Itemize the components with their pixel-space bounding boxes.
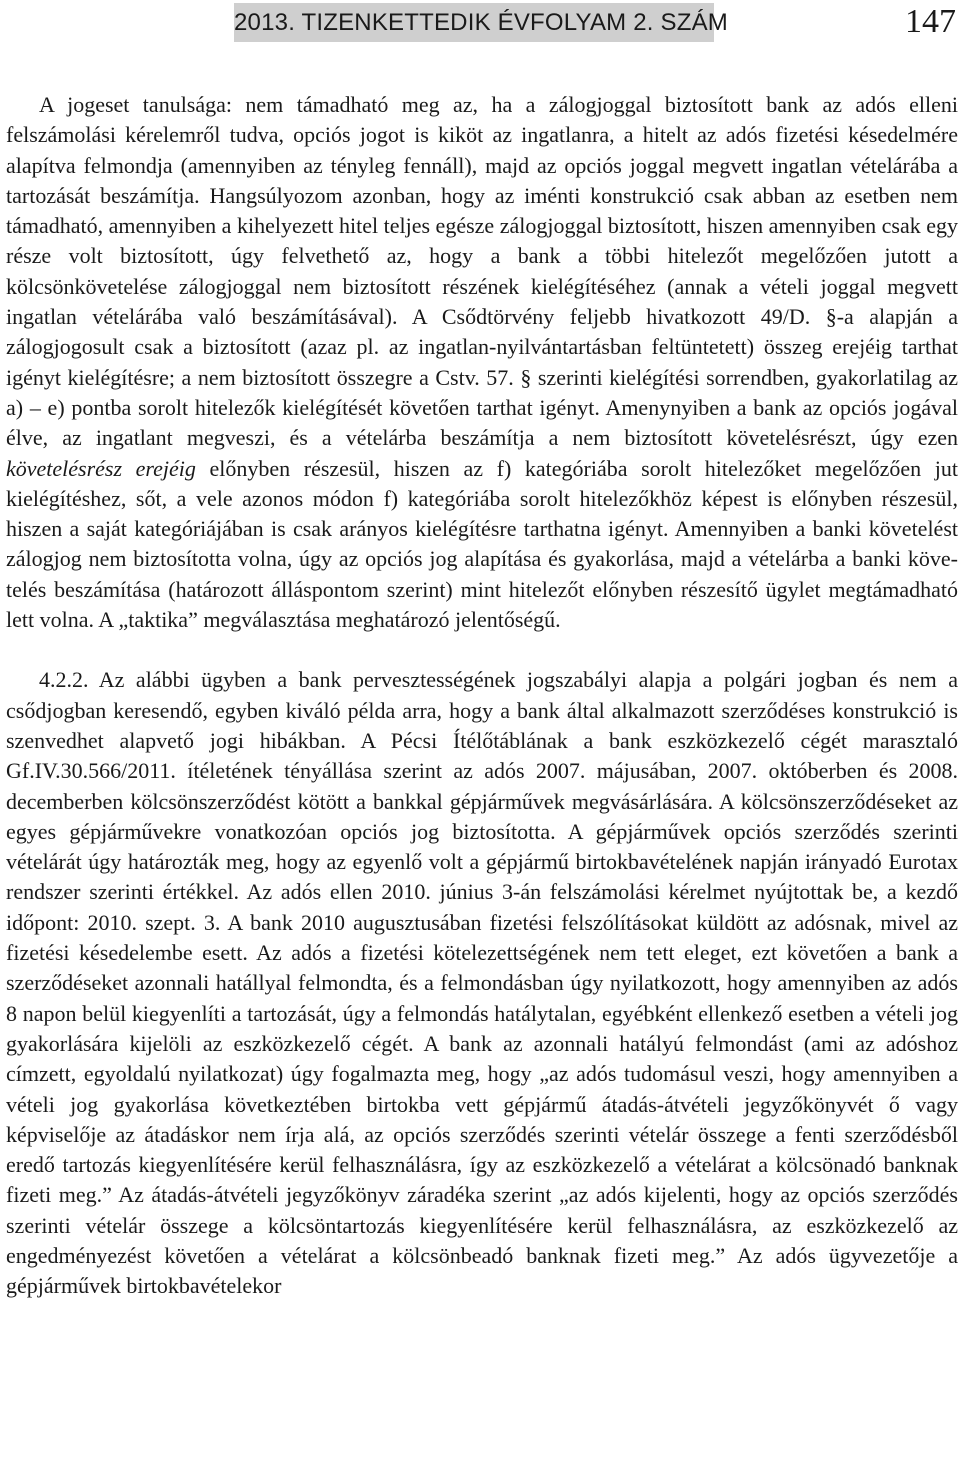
body-text xyxy=(6,90,958,1302)
paragraph-1-emphasis: követelésrész erejéig xyxy=(6,455,196,481)
paragraph-1-text: A jogeset tanulsága: nem támadható meg az, ha a zálogjoggal biztosított bank az adós elleni felszámolási kérelemről tudva, opciós jogot is kiköt az ingatlanra, a hitelt az adós fizetési késedelmére alapítva felmondja (amennyiben az tényleg fennáll), majd az opciós joggal megvett ingatlan vételárába a tartozását beszámítja. Hangsúlyozom azonban, hogy az iménti konstrukció csak abban az esetben nem támadható, amennyiben a kihelyezett hitel teljes egésze zálogjoggal biztosított, hiszen amennyiben csak egy része volt biztosított, úgy felvethető az, hogy a bank a többi hitelezőt megelőzően jutott a kölcsönkövetelése zálogjoggal nem biztosított részének kielégítéséhez (annak a vételi joggal megvett ingatlan vételárába való beszámításával). A Csődtörvény feljebb hivatkozott 49/D. §-a alapján a zálogjogosult csak a biztosított (azaz pl. az ingatlan-nyilvántartásban feltüntetett) összeg erejéig tarthat igényt kielégítésre; a nem biztosított összegre a Cstv. 57. § szerinti kielégítési sorrendben, gyakorlatilag az a) – e) pontba sorolt hitelezők kielégítését követően tarthat igényt. Amenynyiben a bank az opciós jogával élve, az ingatlant megveszi, és a vételárba beszámítja a nem biztosított követelésrészt, úgy ezen xyxy=(6,92,958,451)
paragraph-2: 4.2.2. Az alábbi ügyben a bank pervesztességének jogszabályi alapja a polgári jogban és nem a csődjogban keresendő, egyben kiváló példa arra, hogy a bank által alkalmazott szerződéses konstrukció is szenvedhet alapvető jogi hibákban. A Pécsi Ítélőtáblának a bank eszközkezelő cégét marasztaló Gf.IV.30.566/2011. ítéletének tényállása szerint az adós 2007. májusában, 2007. októberben és 2008. decemberben kölcsönszerződést kötött a bankkal gépjárművek megvásárlására. A kölcsönszerződéseket az egyes gépjárművekre vonatkozóan opciós jog biztosította. A gépjárművek opciós szerződés szerinti vételárát úgy határozták meg, hogy az egyenlő volt a gépjármű birtokbavételének napján irányadó Eurotax rendszer szerinti értékkel. Az adós ellen 2010. június 3-án felszámolási kérelmet nyújtottak be, a kezdő időpont: 2010. szept. 3. A bank 2010 augusztusában fizetési felszólításokat küldött az adósnak, mivel az fizetési késedelembe esett. Az adós a fizetési kötelezettségének nem tett eleget, ezt követően a bank a szerződéseket azonnali hatállyal felmondta, és a felmondásban úgy nyilatkozott, hogy amennyiben az adós 8 napon belül kiegyenlíti a tartozását, úgy a felmondás hatálytalan, egyébként ellenkező esetben a vételi jog gyakorlására kijelöli az eszközkezelő cégét. A bank az azonnali hatályú felmondást (ami az adóshoz címzett, egyoldalú nyilatkozat) úgy fogalmazta meg, hogy „az adós tudomásul veszi, hogy amennyiben a vételi jog gyakorlása következtében birtokba vett gépjármű átadás-átvételi jegyzőkönyvét ő vagy képviselője az átadáskor nem írja alá, az opciós szerződés szerinti vételár összege a fenti szerződésből eredő tartozás kiegyenlítésére kerül felhasználásra, így az eszközkezelő a vételárat a kölcsönadó banknak fizeti meg.” Az átadás-átvételi jegyzőkönyv záradéka szerint „az adós kijelenti, hogy az opciós szerződés szerinti vételár összege a kölcsöntartozás kiegyenlítésére kerül felhasználásra, az eszközkezelő az engedményezést követően a vételárat a kölcsönbeadó banknak fizeti meg.” Az adós ügyvezetője a gépjárművek birtokbavételekor xyxy=(6,667,958,1299)
running-title: 2013. TIZENKETTEDIK ÉVFOLYAM 2. SZÁM xyxy=(234,9,728,36)
paragraph-1-rest: előnyben részesül, hiszen az f) kategóriába sorolt hitelezőket megelőzően jut kielégítéshez, sőt, a vele azonos módon f) kategóriába sorolt hitelezőkhöz képest is előnyben részesül, hiszen a saját kategóriájában is csak arányos kielégítésre tarthatna igényt. Amennyiben a banki követelést zálogjog nem biztosította volna, úgy az opciós jog alapítása és gyakorlása, majd a vételárba a banki követelés beszámítása (határozott álláspontom szerint) mint hitelezőt előnyben részesítő ügylet megtámadható lett volna. A „taktika” megválasztása meghatározó jelentőségű. xyxy=(6,455,958,633)
paragraph-1 xyxy=(6,90,958,635)
running-header xyxy=(0,0,960,44)
page-number: 147 xyxy=(905,3,956,40)
